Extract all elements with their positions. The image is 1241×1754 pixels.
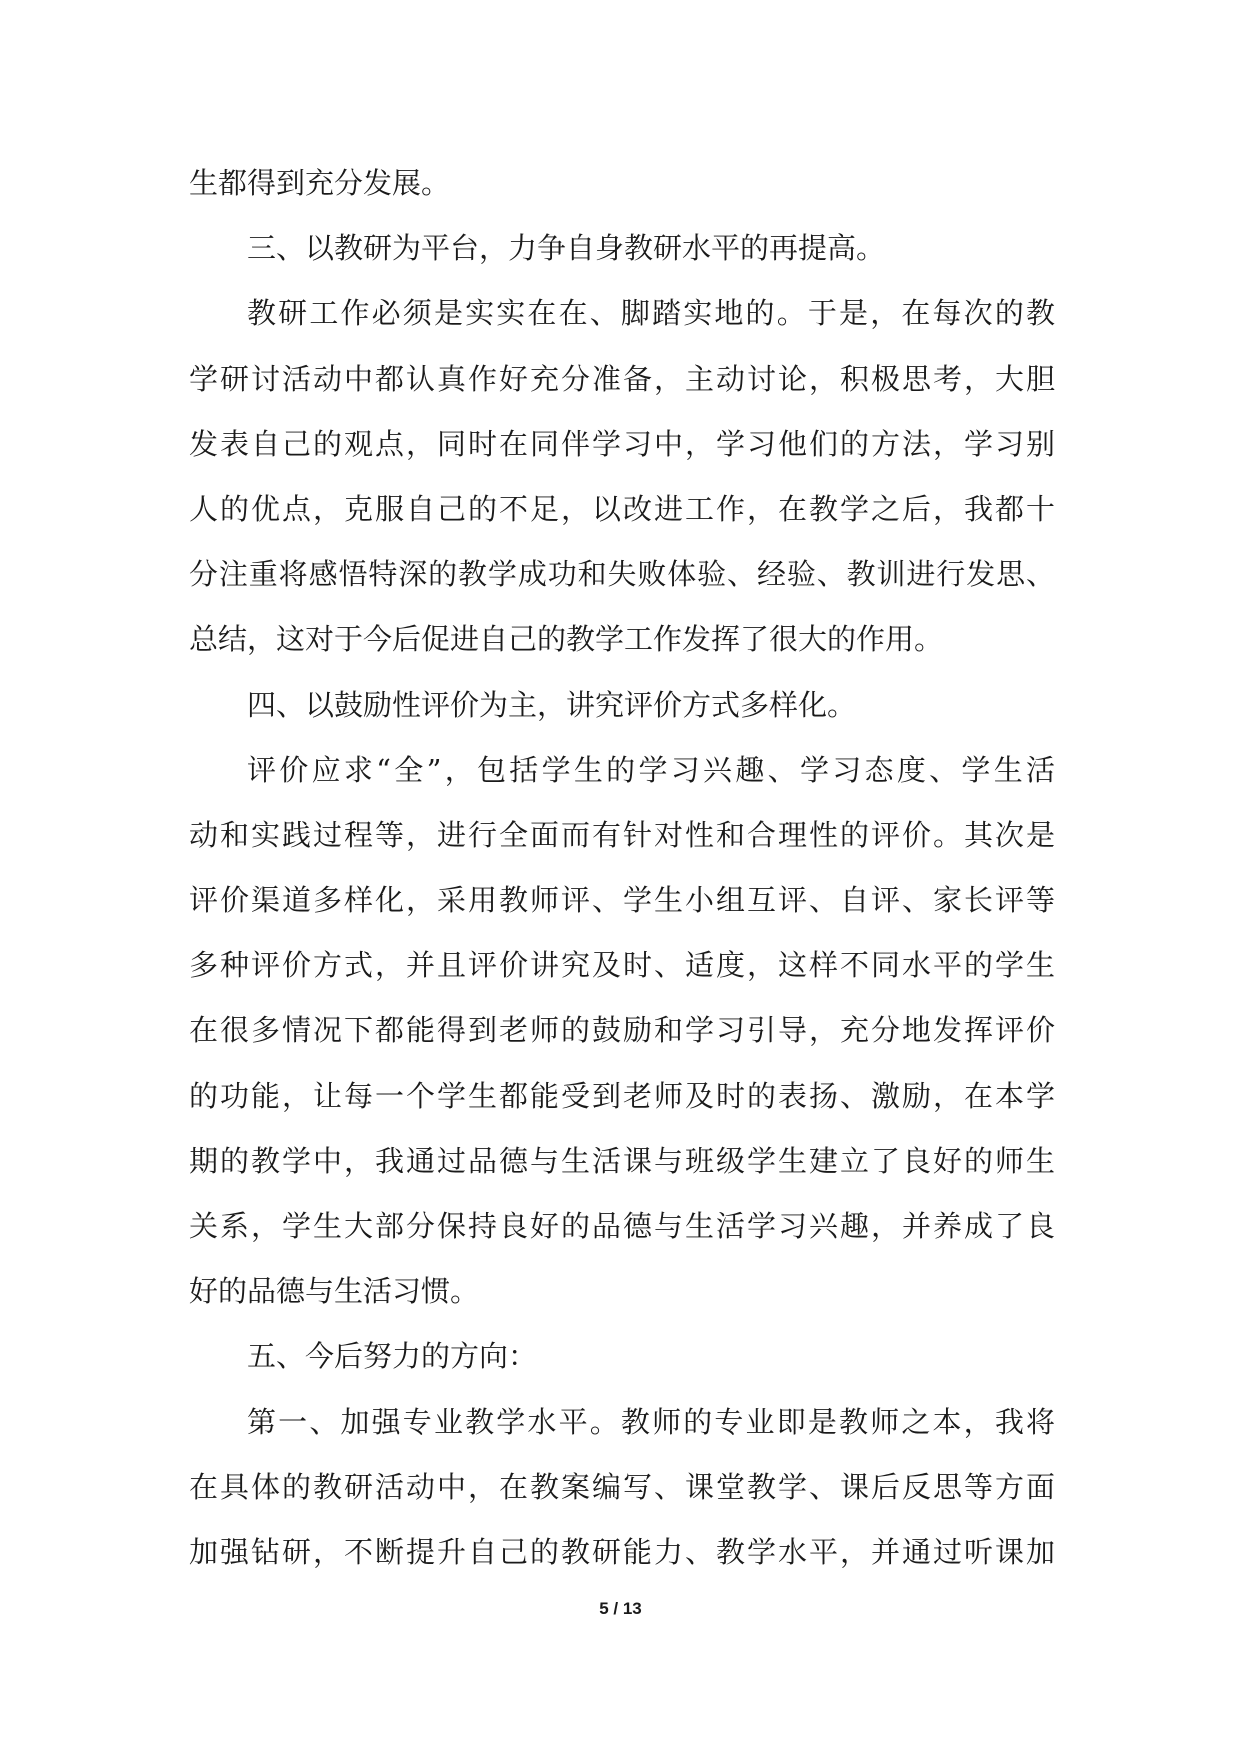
text-line-4: 学研讨活动中都认真作好充分准备，主动讨论，积极思考，大胆 bbox=[189, 361, 1055, 396]
text-line-12: 评价渠道多样化，采用教师评、学生小组互评、自评、家长评等 bbox=[189, 883, 1055, 918]
section-heading-5: 五、今后努力的方向： bbox=[247, 1339, 538, 1374]
section-heading-4: 四、以鼓励性评价为主，讲究评价方式多样化。 bbox=[247, 687, 857, 722]
text-line-17: 关系，学生大部分保持良好的品德与生活学习兴趣，并养成了良 bbox=[189, 1209, 1055, 1243]
text-line-21: 在具体的教研活动中，在教案编写、课堂教学、课后反思等方面 bbox=[189, 1469, 1055, 1504]
text-line-20: 第一、加强专业教学水平。教师的专业即是教师之本，我将 bbox=[247, 1404, 1055, 1439]
section-heading-3: 三、以教研为平台，力争自身教研水平的再提高。 bbox=[247, 231, 886, 266]
text-line-10: 评价应求“全”，包括学生的学习兴趣、学习态度、学生活 bbox=[247, 752, 1055, 787]
text-line-13: 多种评价方式，并且评价讲究及时、适度，这样不同水平的学生 bbox=[189, 948, 1055, 983]
page-number: 5 / 13 bbox=[599, 1599, 642, 1618]
text-line-15: 的功能，让每一个学生都能受到老师及时的表扬、激励，在本学 bbox=[189, 1078, 1055, 1113]
text-line-1: 生都得到充分发展。 bbox=[189, 166, 451, 200]
text-line-16: 期的教学中，我通过品德与生活课与班级学生建立了良好的师生 bbox=[189, 1143, 1055, 1178]
text-line-7: 分注重将感悟特深的教学成功和失败体验、经验、教训进行发思、 bbox=[189, 557, 1055, 592]
text-line-14: 在很多情况下都能得到老师的鼓励和学习引导，充分地发挥评价 bbox=[189, 1013, 1055, 1048]
document-body bbox=[189, 151, 1055, 1585]
text-line-6: 人的优点，克服自己的不足，以改进工作，在教学之后，我都十 bbox=[189, 491, 1055, 526]
text-line-22: 加强钻研，不断提升自己的教研能力、教学水平，并通过听课加 bbox=[189, 1534, 1055, 1569]
text-line-8: 总结，这对于今后促进自己的教学工作发挥了很大的作用。 bbox=[189, 622, 944, 657]
text-line-18: 好的品德与生活习惯。 bbox=[189, 1274, 480, 1309]
text-line-11: 动和实践过程等，进行全面而有针对性和合理性的评价。其次是 bbox=[189, 817, 1055, 852]
text-line-3: 教研工作必须是实实在在、脚踏实地的。于是，在每次的教 bbox=[247, 296, 1055, 331]
text-line-5: 发表自己的观点，同时在同伴学习中，学习他们的方法，学习别 bbox=[189, 426, 1055, 461]
